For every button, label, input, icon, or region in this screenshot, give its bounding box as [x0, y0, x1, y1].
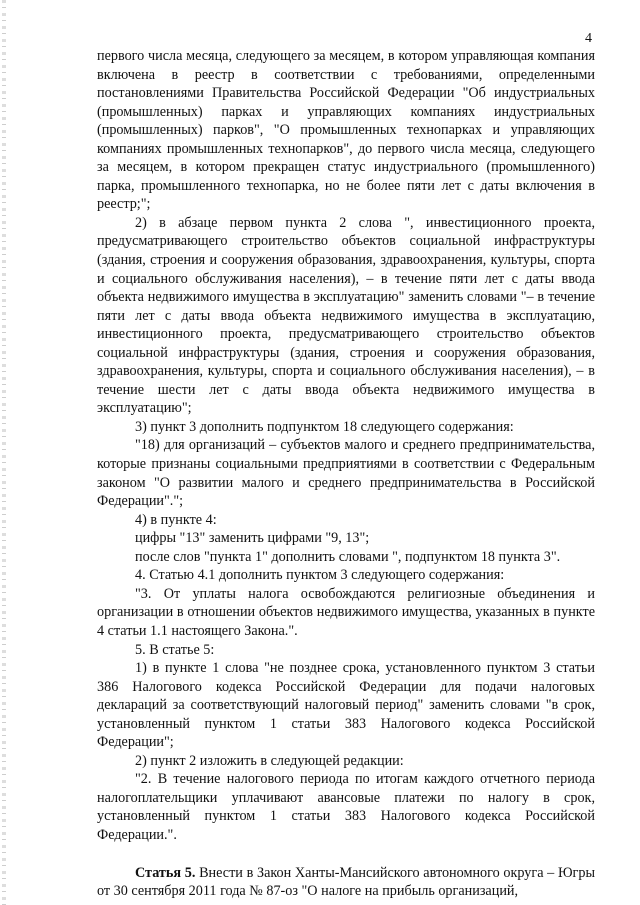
paragraph-item-4: 4) в пункте 4:	[135, 511, 217, 528]
paragraph-item-2-redaction: 2) пункт 2 изложить в следующей редакции:	[135, 752, 404, 769]
scan-edge	[2, 0, 6, 905]
paragraph-digits-change: цифры "13" заменить цифрами "9, 13";	[135, 530, 370, 547]
paragraph-advance-payments: "2. В течение налогового периода по итогам каждого отчетного периода налогоплательщики уплачивают авансовые платежи по налогу в срок, установленный пунктом 1 статьи 383 Налогового кодекса Российской Федерации.".	[97, 771, 595, 843]
article-5-text: Внести в Закон Ханты-Мансийского автономного округа – Югры от 30 сентября 2011 года № 87-оз "О налоге на прибыль организаций,	[97, 864, 595, 900]
page-number: 4	[585, 31, 592, 46]
paragraph-exemption: "3. От уплаты налога освобождаются религиозные объединения и организации в отношении объектов недвижимого имущества, указанных в пункте 4 статьи 1.1 настоящего Закона.".	[97, 585, 595, 639]
document-body	[97, 47, 595, 901]
paragraph-article-5	[97, 864, 595, 901]
article-5-label: Статья 5.	[135, 864, 196, 881]
paragraph-item-2: 2) в абзаце первом пункта 2 слова ", инвестиционного проекта, предусматривающего строительство объектов социальной инфраструктуры (здания, строения и сооружения образования, здравоохранения, культуры, спорта и социального обслуживания населения), – в течение пяти лет с даты ввода объекта недвижимого имущества в эксплуатацию" заменить словами "– в течение пяти лет с даты ввода объекта недвижимого имущества в эксплуатацию, инвестиционного проекта, предусматривающего строительство объектов социальной инфраструктуры (здания, строения и сооружения образования, здравоохранения, культуры, спорта и социального обслуживания населения), – в течение шести лет с даты ввода объекта недвижимого имущества в эксплуатацию";	[97, 214, 595, 417]
paragraph-after-words: после слов "пункта 1" дополнить словами ", подпунктом 18 пункта 3".	[135, 548, 561, 565]
paragraph-section-5: 5. В статье 5:	[135, 641, 215, 658]
paragraph-section-4: 4. Статью 4.1 дополнить пунктом 3 следующего содержания:	[135, 567, 505, 584]
paragraph-item-3: 3) пункт 3 дополнить подпунктом 18 следующего содержания:	[135, 418, 514, 435]
paragraph-item-1-deadline: 1) в пункте 1 слова "не позднее срока, установленного пунктом 3 статьи 386 Налогового кодекса Российской Федерации для подачи налоговых деклараций за соответствующий налоговый период" заменить словами "в срок, установленный пунктом 1 статьи 383 Налогового кодекса Российской Федерации";	[97, 660, 595, 751]
paragraph-subitem-18: "18) для организаций – субъектов малого и среднего предпринимательства, которые признаны социальными предприятиями в соответствии с Федеральным законом "О развитии малого и среднего предпринимательства в Российской Федерации".";	[97, 437, 595, 510]
paragraph-continuation: первого числа месяца, следующего за месяцем, в котором управляющая компания включена в реестр в соответствии с требованиями, определенными постановлениями Правительства Российской Федерации "Об индустриальных (промышленных) парках и управляющих компаниях индустриальных (промышленных) парков", "О промышленных технопарках и управляющих компаниях промышленных технопарков", до первого числа месяца, следующего за месяцем, в котором прекращен статус индустриального (промышленного) парка, промышленного технопарка, но не более пяти лет с даты включения в реестр;";	[97, 48, 595, 213]
